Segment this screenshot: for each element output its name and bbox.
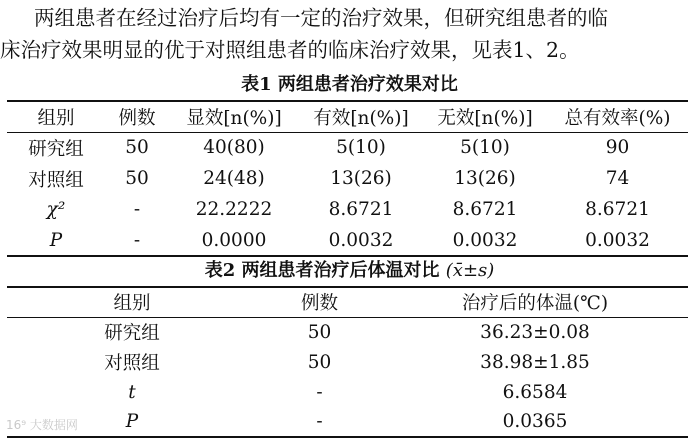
table2-cell: 38.98±1.85 — [480, 351, 590, 373]
table2-cell: - — [257, 407, 382, 437]
table1-cell: 50 — [125, 137, 149, 159]
table1-cell: 8.6721 — [585, 199, 650, 220]
table1-cell: 5(10) — [336, 137, 386, 159]
table2-header-cell: 组别 — [7, 287, 257, 317]
table2-cell: - — [316, 381, 323, 403]
table1-cell: 8.6721 — [328, 199, 394, 220]
table2-cell: 50 — [307, 321, 332, 343]
table2-cell: P — [7, 407, 257, 437]
table2-row — [7, 317, 688, 347]
table2-row — [7, 347, 688, 377]
table1-header-cell: 显效[n(%)] — [169, 101, 299, 132]
table2-caption — [0, 256, 699, 282]
table2-cell: 0.0365 — [382, 407, 688, 437]
table1-cell: 24(48) — [203, 168, 265, 189]
table1-cell: 74 — [605, 168, 630, 189]
paragraph-line-1: 两组患者在经过治疗后均有一定的治疗效果，但研究组患者的临 — [34, 6, 608, 30]
table2-cell: 6.6584 — [502, 381, 568, 403]
table2-caption-symbol: (x̄±s) — [445, 260, 495, 281]
table1-row — [7, 163, 688, 194]
table1-cell: 0.0032 — [423, 225, 547, 256]
table2-cell: t — [128, 381, 136, 403]
table1-caption: 表1 两组患者治疗效果对比 — [241, 74, 458, 95]
table1-header-row — [7, 101, 688, 132]
table1-cell: χ² — [46, 199, 66, 220]
table1-cell: 22.2222 — [195, 199, 273, 220]
table1-cell: 50 — [125, 168, 149, 189]
table1-cell: 对照组 — [28, 169, 84, 191]
table2-header-cell: 治疗后的体温(℃) — [382, 287, 688, 317]
table1-cell: 13(26) — [454, 168, 516, 189]
table1-row — [7, 225, 688, 256]
table2-cell: 50 — [307, 351, 332, 373]
watermark: 16⁹ 大数据网 — [6, 418, 78, 432]
table1-header-cell: 组别 — [7, 101, 105, 132]
table1-header-cell: 总有效率(%) — [547, 101, 688, 132]
table2-header-row — [7, 287, 688, 317]
table2-cell: 对照组 — [104, 353, 160, 374]
table1-cell: 0.0000 — [169, 225, 299, 256]
table1-cell: 5(10) — [460, 137, 510, 159]
table1-cell: - — [133, 199, 141, 220]
table1-cell: 8.6721 — [452, 199, 518, 220]
table1-efficacy — [7, 100, 688, 257]
table1-row — [7, 132, 688, 163]
table2-row — [7, 407, 688, 437]
table1-header-cell: 有效[n(%)] — [299, 101, 423, 132]
table1-cell: 研究组 — [28, 138, 84, 160]
paragraph-line-2: 床治疗效果明显的优于对照组患者的临床治疗效果，见表1、2。 — [0, 38, 580, 62]
table1-cell: P — [7, 225, 105, 256]
table1-cell: 0.0032 — [547, 225, 688, 256]
table2-temperature — [7, 286, 688, 438]
table2-cell: 36.23±0.08 — [480, 321, 590, 343]
table1-header-cell: 无效[n(%)] — [423, 101, 547, 132]
table1-row — [7, 194, 688, 225]
table1-cell: 40(80) — [203, 137, 265, 159]
table1-cell: 13(26) — [330, 168, 392, 189]
table1-header-cell: 例数 — [105, 101, 169, 132]
table2-row — [7, 377, 688, 407]
table2-caption-text: 表2 两组患者治疗后体温对比 — [204, 260, 440, 281]
table1-cell: 0.0032 — [299, 225, 423, 256]
table2-cell: 研究组 — [104, 323, 160, 345]
table1-cell: - — [105, 225, 169, 256]
table1-cell: 90 — [605, 137, 630, 159]
table2-header-cell: 例数 — [257, 287, 382, 317]
